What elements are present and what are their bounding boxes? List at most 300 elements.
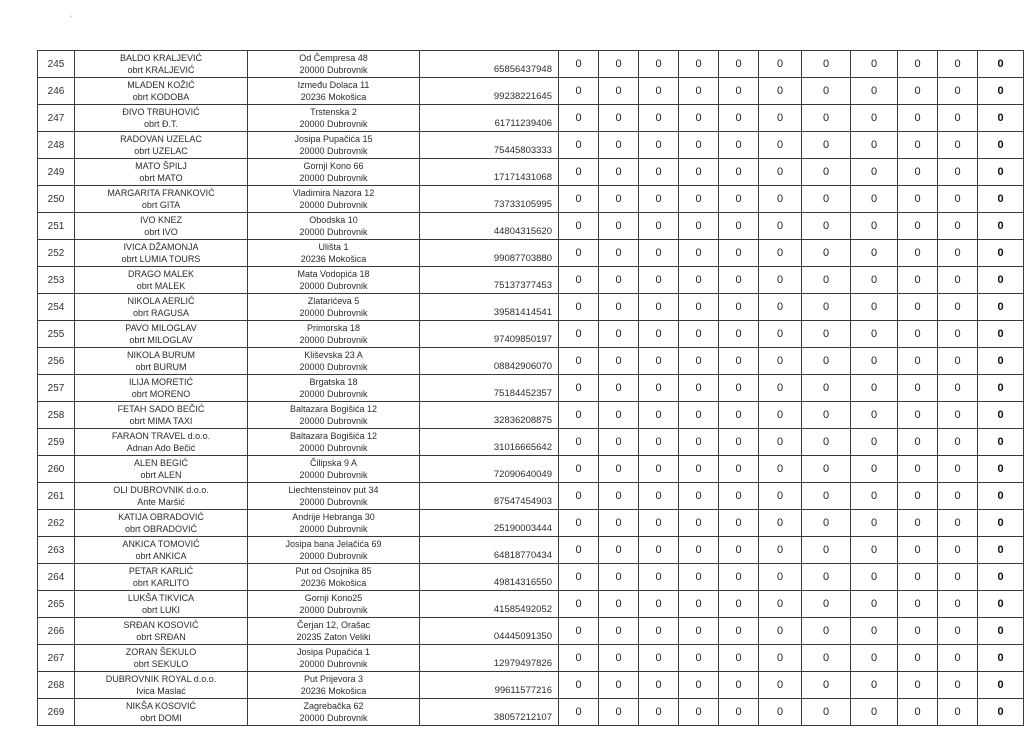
value-cell: 0 — [759, 51, 802, 78]
value-cell: 0 — [898, 348, 938, 375]
value-cell: 0 — [759, 483, 802, 510]
value-cell: 0 — [851, 159, 898, 186]
total-cell: 0 — [978, 429, 1024, 456]
table-row — [38, 294, 1024, 321]
postal-city: 20000 Dubrovnik — [299, 280, 368, 291]
table-row — [38, 510, 1024, 537]
table-row — [38, 537, 1024, 564]
business-name: obrt RAGUSA — [132, 307, 190, 318]
value-cell: 0 — [802, 375, 851, 402]
value-cell: 0 — [719, 456, 759, 483]
value-cell: 0 — [639, 105, 679, 132]
owner-cell — [75, 78, 248, 105]
value-cell: 0 — [851, 375, 898, 402]
value-cell: 0 — [679, 105, 719, 132]
total-cell: 0 — [978, 132, 1024, 159]
owner-cell — [75, 699, 248, 726]
row-number: 248 — [38, 132, 75, 159]
table-row — [38, 186, 1024, 213]
owner-name: PETAR KARLIĆ — [128, 566, 194, 576]
value-cell: 0 — [938, 132, 978, 159]
value-cell: 0 — [759, 321, 802, 348]
value-cell: 0 — [851, 645, 898, 672]
value-cell: 0 — [679, 537, 719, 564]
value-cell: 0 — [559, 483, 599, 510]
value-cell: 0 — [851, 105, 898, 132]
registry-table — [37, 50, 1024, 726]
total-cell: 0 — [978, 564, 1024, 591]
address-cell — [248, 645, 420, 672]
postal-city: 20236 Mokošica — [300, 577, 367, 588]
value-cell: 0 — [719, 321, 759, 348]
value-cell: 0 — [639, 51, 679, 78]
value-cell: 0 — [559, 402, 599, 429]
value-cell: 0 — [802, 591, 851, 618]
value-cell: 0 — [599, 456, 639, 483]
value-cell: 0 — [599, 267, 639, 294]
owner-cell — [75, 483, 248, 510]
value-cell: 0 — [938, 213, 978, 240]
value-cell: 0 — [938, 699, 978, 726]
value-cell: 0 — [559, 105, 599, 132]
value-cell: 0 — [851, 51, 898, 78]
value-cell: 0 — [599, 213, 639, 240]
value-cell: 0 — [898, 402, 938, 429]
value-cell: 0 — [898, 51, 938, 78]
row-number: 260 — [38, 456, 75, 483]
street-address: Zagrebačka 62 — [303, 701, 364, 711]
value-cell: 0 — [679, 483, 719, 510]
value-cell: 0 — [851, 429, 898, 456]
value-cell: 0 — [898, 267, 938, 294]
value-cell: 0 — [719, 267, 759, 294]
oib-cell: 61711239406 — [420, 105, 559, 132]
business-name: obrt OBRADOVIĆ — [124, 523, 198, 534]
value-cell: 0 — [759, 267, 802, 294]
value-cell: 0 — [559, 132, 599, 159]
value-cell: 0 — [639, 159, 679, 186]
value-cell: 0 — [851, 672, 898, 699]
row-number: 263 — [38, 537, 75, 564]
value-cell: 0 — [639, 564, 679, 591]
business-name: obrt LUKI — [141, 604, 181, 615]
value-cell: 0 — [898, 375, 938, 402]
value-cell: 0 — [898, 78, 938, 105]
oib-cell: 99087703880 — [420, 240, 559, 267]
value-cell: 0 — [898, 591, 938, 618]
value-cell: 0 — [599, 429, 639, 456]
value-cell: 0 — [759, 159, 802, 186]
value-cell: 0 — [639, 213, 679, 240]
business-name: obrt GITA — [141, 199, 181, 210]
owner-cell — [75, 186, 248, 213]
address-cell — [248, 186, 420, 213]
value-cell: 0 — [639, 402, 679, 429]
postal-city: 20000 Dubrovnik — [299, 469, 368, 480]
value-cell: 0 — [679, 375, 719, 402]
value-cell: 0 — [851, 213, 898, 240]
value-cell: 0 — [719, 483, 759, 510]
oib-cell: 12979497826 — [420, 645, 559, 672]
value-cell: 0 — [802, 321, 851, 348]
oib-cell: 75445803333 — [420, 132, 559, 159]
table-row — [38, 564, 1024, 591]
row-number: 246 — [38, 78, 75, 105]
value-cell: 0 — [719, 618, 759, 645]
address-cell — [248, 267, 420, 294]
row-number: 261 — [38, 483, 75, 510]
value-cell: 0 — [639, 645, 679, 672]
table-row — [38, 483, 1024, 510]
value-cell: 0 — [802, 402, 851, 429]
business-name: Adnan Ado Bečić — [126, 442, 196, 453]
owner-name: PAVO MILOGLAV — [125, 323, 197, 333]
value-cell: 0 — [759, 429, 802, 456]
value-cell: 0 — [599, 321, 639, 348]
value-cell: 0 — [759, 699, 802, 726]
owner-cell — [75, 375, 248, 402]
table-row — [38, 321, 1024, 348]
oib-cell: 64818770434 — [420, 537, 559, 564]
total-cell: 0 — [978, 402, 1024, 429]
table-row — [38, 618, 1024, 645]
value-cell: 0 — [639, 672, 679, 699]
address-cell — [248, 213, 420, 240]
value-cell: 0 — [802, 186, 851, 213]
value-cell: 0 — [679, 699, 719, 726]
value-cell: 0 — [759, 186, 802, 213]
owner-name: SRĐAN KOSOVIĆ — [123, 620, 199, 630]
value-cell: 0 — [719, 294, 759, 321]
owner-name: IVO KNEZ — [139, 215, 182, 225]
owner-cell — [75, 672, 248, 699]
total-cell: 0 — [978, 699, 1024, 726]
total-cell: 0 — [978, 105, 1024, 132]
owner-cell — [75, 591, 248, 618]
value-cell: 0 — [639, 510, 679, 537]
total-cell: 0 — [978, 321, 1024, 348]
value-cell: 0 — [599, 51, 639, 78]
value-cell: 0 — [599, 591, 639, 618]
owner-name: DUBROVNIK ROYAL d.o.o. — [105, 674, 217, 684]
postal-city: 20000 Dubrovnik — [299, 307, 368, 318]
value-cell: 0 — [559, 564, 599, 591]
value-cell: 0 — [719, 402, 759, 429]
value-cell: 0 — [559, 51, 599, 78]
owner-name: KATIJA OBRADOVIĆ — [118, 512, 204, 522]
owner-cell — [75, 402, 248, 429]
total-cell: 0 — [978, 348, 1024, 375]
address-cell — [248, 456, 420, 483]
business-name: obrt MIMA TAXI — [129, 415, 193, 426]
value-cell: 0 — [639, 483, 679, 510]
value-cell: 0 — [938, 537, 978, 564]
business-name: obrt SRĐAN — [136, 631, 186, 642]
value-cell: 0 — [851, 348, 898, 375]
postal-city: 20000 Dubrovnik — [299, 442, 368, 453]
value-cell: 0 — [599, 78, 639, 105]
owner-cell — [75, 348, 248, 375]
postal-city: 20000 Dubrovnik — [299, 550, 368, 561]
business-name: obrt MATO — [139, 172, 183, 183]
oib-cell: 39581414541 — [420, 294, 559, 321]
owner-name: ĐIVO TRBUHOVIĆ — [122, 107, 200, 117]
postal-city: 20000 Dubrovnik — [299, 172, 368, 183]
row-number: 247 — [38, 105, 75, 132]
value-cell: 0 — [851, 537, 898, 564]
registry-table-container — [37, 50, 1003, 726]
owner-cell — [75, 294, 248, 321]
owner-name: NIKOLA BURUM — [126, 350, 195, 360]
table-row — [38, 429, 1024, 456]
value-cell: 0 — [599, 483, 639, 510]
street-address: Put Prijevora 3 — [303, 674, 364, 684]
total-cell: 0 — [978, 240, 1024, 267]
value-cell: 0 — [802, 564, 851, 591]
value-cell: 0 — [898, 618, 938, 645]
row-number: 266 — [38, 618, 75, 645]
oib-cell: 87547454903 — [420, 483, 559, 510]
table-row — [38, 672, 1024, 699]
owner-cell — [75, 321, 248, 348]
street-address: Put od Osojnika 85 — [295, 566, 372, 576]
value-cell: 0 — [719, 213, 759, 240]
table-row — [38, 78, 1024, 105]
value-cell: 0 — [679, 78, 719, 105]
value-cell: 0 — [719, 78, 759, 105]
value-cell: 0 — [639, 537, 679, 564]
owner-cell — [75, 456, 248, 483]
postal-city: 20000 Dubrovnik — [299, 226, 368, 237]
street-address: Gornji Kono25 — [304, 593, 363, 603]
value-cell: 0 — [599, 105, 639, 132]
value-cell: 0 — [851, 240, 898, 267]
table-row — [38, 645, 1024, 672]
table-row — [38, 105, 1024, 132]
value-cell: 0 — [719, 159, 759, 186]
address-cell — [248, 294, 420, 321]
row-number: 254 — [38, 294, 75, 321]
value-cell: 0 — [559, 78, 599, 105]
owner-cell — [75, 51, 248, 78]
value-cell: 0 — [559, 645, 599, 672]
value-cell: 0 — [679, 132, 719, 159]
value-cell: 0 — [679, 510, 719, 537]
business-name: obrt MORENO — [131, 388, 191, 399]
value-cell: 0 — [719, 375, 759, 402]
value-cell: 0 — [802, 537, 851, 564]
owner-cell — [75, 537, 248, 564]
owner-name: MLADEN KOŽIĆ — [127, 80, 195, 90]
value-cell: 0 — [679, 240, 719, 267]
value-cell: 0 — [559, 591, 599, 618]
business-name: Ante Maršić — [137, 496, 185, 507]
value-cell: 0 — [719, 645, 759, 672]
total-cell: 0 — [978, 267, 1024, 294]
value-cell: 0 — [898, 321, 938, 348]
value-cell: 0 — [719, 429, 759, 456]
oib-cell: 49814316550 — [420, 564, 559, 591]
value-cell: 0 — [719, 105, 759, 132]
address-cell — [248, 672, 420, 699]
value-cell: 0 — [851, 591, 898, 618]
value-cell: 0 — [559, 159, 599, 186]
business-name: obrt MALEK — [136, 280, 186, 291]
value-cell: 0 — [559, 429, 599, 456]
total-cell: 0 — [978, 51, 1024, 78]
value-cell: 0 — [639, 375, 679, 402]
postal-city: 20000 Dubrovnik — [299, 199, 368, 210]
value-cell: 0 — [898, 132, 938, 159]
postal-city: 20000 Dubrovnik — [299, 712, 368, 723]
address-cell — [248, 51, 420, 78]
business-name: obrt BURUM — [135, 361, 187, 372]
value-cell: 0 — [679, 294, 719, 321]
street-address: Zlatarićeva 5 — [307, 296, 360, 306]
value-cell: 0 — [599, 699, 639, 726]
value-cell: 0 — [851, 510, 898, 537]
postal-city: 20000 Dubrovnik — [299, 64, 368, 75]
value-cell: 0 — [802, 483, 851, 510]
value-cell: 0 — [851, 402, 898, 429]
street-address: Baltazara Bogišića 12 — [289, 404, 378, 414]
owner-name: ILIJA MORETIĆ — [128, 377, 193, 387]
value-cell: 0 — [851, 456, 898, 483]
value-cell: 0 — [802, 294, 851, 321]
business-name: obrt SEKULO — [133, 658, 189, 669]
value-cell: 0 — [599, 294, 639, 321]
street-address: Brgatska 18 — [309, 377, 358, 387]
total-cell: 0 — [978, 618, 1024, 645]
value-cell: 0 — [802, 240, 851, 267]
value-cell: 0 — [679, 402, 719, 429]
address-cell — [248, 618, 420, 645]
oib-cell: 97409850197 — [420, 321, 559, 348]
value-cell: 0 — [938, 78, 978, 105]
value-cell: 0 — [802, 105, 851, 132]
value-cell: 0 — [599, 375, 639, 402]
value-cell: 0 — [759, 132, 802, 159]
value-cell: 0 — [719, 699, 759, 726]
value-cell: 0 — [719, 564, 759, 591]
value-cell: 0 — [639, 591, 679, 618]
row-number: 255 — [38, 321, 75, 348]
table-row — [38, 402, 1024, 429]
value-cell: 0 — [938, 618, 978, 645]
table-row — [38, 375, 1024, 402]
street-address: Josipa Pupačića 1 — [296, 647, 371, 657]
value-cell: 0 — [719, 348, 759, 375]
value-cell: 0 — [759, 591, 802, 618]
value-cell: 0 — [559, 672, 599, 699]
street-address: Između Dolaca 11 — [297, 80, 370, 90]
total-cell: 0 — [978, 78, 1024, 105]
row-number: 267 — [38, 645, 75, 672]
postal-city: 20235 Zaton Veliki — [296, 631, 371, 642]
value-cell: 0 — [802, 510, 851, 537]
value-cell: 0 — [679, 267, 719, 294]
value-cell: 0 — [679, 618, 719, 645]
value-cell: 0 — [851, 618, 898, 645]
owner-name: ZORAN ŠEKULO — [125, 647, 197, 657]
address-cell — [248, 240, 420, 267]
oib-cell: 25190003444 — [420, 510, 559, 537]
value-cell: 0 — [559, 375, 599, 402]
owner-cell — [75, 645, 248, 672]
value-cell: 0 — [599, 510, 639, 537]
row-number: 269 — [38, 699, 75, 726]
value-cell: 0 — [898, 105, 938, 132]
value-cell: 0 — [938, 321, 978, 348]
value-cell: 0 — [938, 240, 978, 267]
value-cell: 0 — [898, 456, 938, 483]
row-number: 258 — [38, 402, 75, 429]
total-cell: 0 — [978, 456, 1024, 483]
value-cell: 0 — [559, 618, 599, 645]
row-number: 250 — [38, 186, 75, 213]
value-cell: 0 — [679, 456, 719, 483]
owner-name: DRAGO MALEK — [127, 269, 194, 279]
value-cell: 0 — [599, 645, 639, 672]
value-cell: 0 — [559, 294, 599, 321]
value-cell: 0 — [559, 213, 599, 240]
total-cell: 0 — [978, 375, 1024, 402]
value-cell: 0 — [898, 564, 938, 591]
value-cell: 0 — [802, 348, 851, 375]
address-cell — [248, 591, 420, 618]
business-name: obrt Đ.T. — [143, 118, 178, 129]
oib-cell: 08842906070 — [420, 348, 559, 375]
value-cell: 0 — [802, 78, 851, 105]
value-cell: 0 — [938, 186, 978, 213]
value-cell: 0 — [559, 186, 599, 213]
address-cell — [248, 321, 420, 348]
address-cell — [248, 564, 420, 591]
total-cell: 0 — [978, 483, 1024, 510]
value-cell: 0 — [639, 321, 679, 348]
owner-name: FETAH SADO BEČIĆ — [117, 404, 205, 414]
value-cell: 0 — [559, 321, 599, 348]
street-address: Gornji Kono 66 — [303, 161, 364, 171]
address-cell — [248, 537, 420, 564]
owner-name: MARGARITA FRANKOVIĆ — [107, 188, 215, 198]
value-cell: 0 — [898, 186, 938, 213]
total-cell: 0 — [978, 591, 1024, 618]
oib-cell: 44804315620 — [420, 213, 559, 240]
postal-city: 20000 Dubrovnik — [299, 388, 368, 399]
postal-city: 20000 Dubrovnik — [299, 415, 368, 426]
value-cell: 0 — [599, 240, 639, 267]
address-cell — [248, 375, 420, 402]
value-cell: 0 — [938, 510, 978, 537]
value-cell: 0 — [938, 456, 978, 483]
value-cell: 0 — [719, 510, 759, 537]
owner-cell — [75, 132, 248, 159]
value-cell: 0 — [802, 699, 851, 726]
owner-name: NIKOLA AERLIĆ — [127, 296, 195, 306]
value-cell: 0 — [719, 132, 759, 159]
postal-city: 20000 Dubrovnik — [299, 118, 368, 129]
postal-city: 20000 Dubrovnik — [299, 334, 368, 345]
value-cell: 0 — [599, 618, 639, 645]
value-cell: 0 — [802, 618, 851, 645]
business-name: obrt LUMIA TOURS — [121, 253, 201, 264]
oib-cell: 17171431068 — [420, 159, 559, 186]
table-row — [38, 51, 1024, 78]
oib-cell: 73733105995 — [420, 186, 559, 213]
table-row — [38, 132, 1024, 159]
oib-cell: 75137377453 — [420, 267, 559, 294]
